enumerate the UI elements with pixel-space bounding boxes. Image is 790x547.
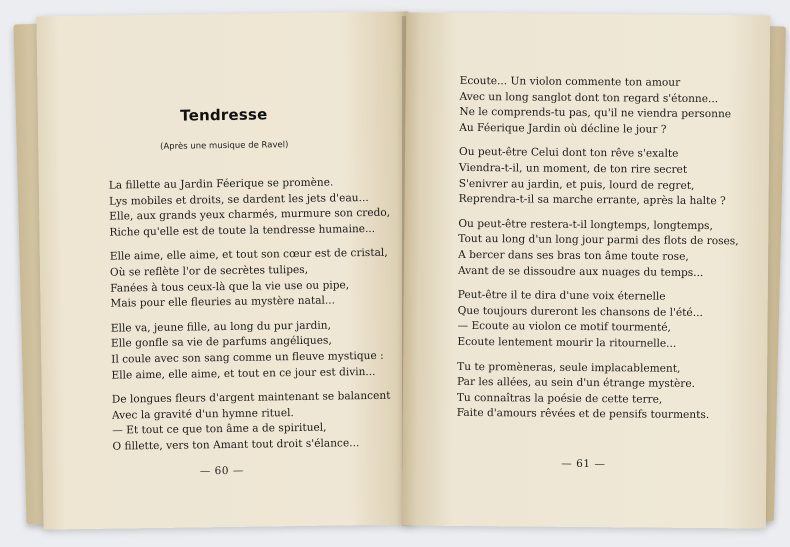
verse-line: La fillette au Jardin Féerique se promène. [108,176,334,192]
left-page [36,11,415,529]
verse-line: O fillette, vers ton Amant tout droit s'élance... [112,437,360,453]
verse-line: Viendra-t-il, un moment, de ton rire secret [458,161,688,176]
stanza [459,74,740,139]
verse-line: Elle, aux grands yeux charmés, murmure son credo, [109,206,391,223]
verse-line: Faite d'amours rêvées et de pensifs tourments. [456,407,710,422]
page-number-left: — 60 — [199,464,244,478]
right-page [402,12,770,528]
verse-line: Reprendra-t-il sa marche errante, après la halte ? [458,193,726,208]
verse-line: Ou peut-être Celui dont ton rêve s'exalte [458,146,679,161]
verse-line: Avant de se dissoudre aux nuages du temps... [457,264,704,279]
stanza [110,246,392,312]
poem-title: Tendresse [180,105,268,125]
verse-line: Avec un long sanglot dont ton regard s'étonne... [459,90,719,105]
verse-line: — Et tout ce que ton âme a de spirituel, [112,421,327,437]
poem-subtitle: (Après une musique de Ravel) [160,140,289,152]
right-page-verses [457,74,740,433]
verse-line: Tu te promèneras, seule implacablement, [457,360,681,375]
verse-line: A bercer dans ses bras ton âme toute rose, [458,248,689,263]
stanza [457,359,738,424]
verse-line: Tu connaîtras la poésie de cette terre, [456,391,663,406]
verse-line: Mais pour elle fleuries au mystère natal... [110,294,336,310]
verse-line: Il coule avec son sang comme un fleuve mystique : [111,349,384,366]
verse-line: Lys mobiles et droits, se dardent les jets d'eau... [108,191,369,208]
verse-line: Ecoute lentement mourir la ritournelle... [457,335,677,350]
verse-line: Tout au long d'un long jour parmi des flots de roses, [458,233,739,248]
stanza [111,317,393,383]
verse-line: Ou peut-être restera-t-il longtemps, longtemps, [458,217,713,232]
verse-line: Avec la gravité d'un hymne rituel. [111,406,294,422]
stanza [109,175,391,241]
stanza [112,389,394,455]
verse-line: Elle aime, elle aime, et tout son cœur est de cristal, [109,247,388,263]
verse-line: Ecoute... Un violon commente ton amour [459,74,681,89]
stanza [458,217,739,282]
page-number-right: — 61 — [561,457,606,471]
verse-line: Elle va, jeune fille, au long du pur jardin, [110,319,332,335]
verse-line: De longues fleurs d'argent maintenant se balancent [111,389,391,406]
left-page-verses [109,175,394,464]
verse-line: Au Féerique Jardin où décline le jour ? [459,121,667,136]
verse-line: Ne le comprends-tu pas, qu'il ne viendra personne [459,106,732,121]
verse-line: Où se reflète l'or de secrètes tulipes, [109,263,309,279]
stanza [457,288,738,353]
verse-line: Elle aime, elle aime, et tout en ce jour est divin... [111,365,376,382]
verse-line: Elle gonfle sa vie de parfums angéliques, [110,334,332,350]
verse-line: Que toujours dureront les chansons de l'été... [457,304,703,319]
stanza [459,145,740,210]
verse-line: — Ecoute au violon ce motif tourmenté, [457,320,671,335]
verse-line: Par les allées, au sein d'un étrange mystère. [456,375,696,391]
verse-line: Fanées à tous ceux-là que la vie use ou pipe, [110,278,350,295]
verse-line: S'enivrer au jardin, et puis, lourd de regret, [458,177,695,192]
verse-line: Peut-être il te dira d'une voix éternelle [457,289,666,303]
verse-line: Riche qu'elle est de toute la tendresse humaine... [109,222,376,239]
